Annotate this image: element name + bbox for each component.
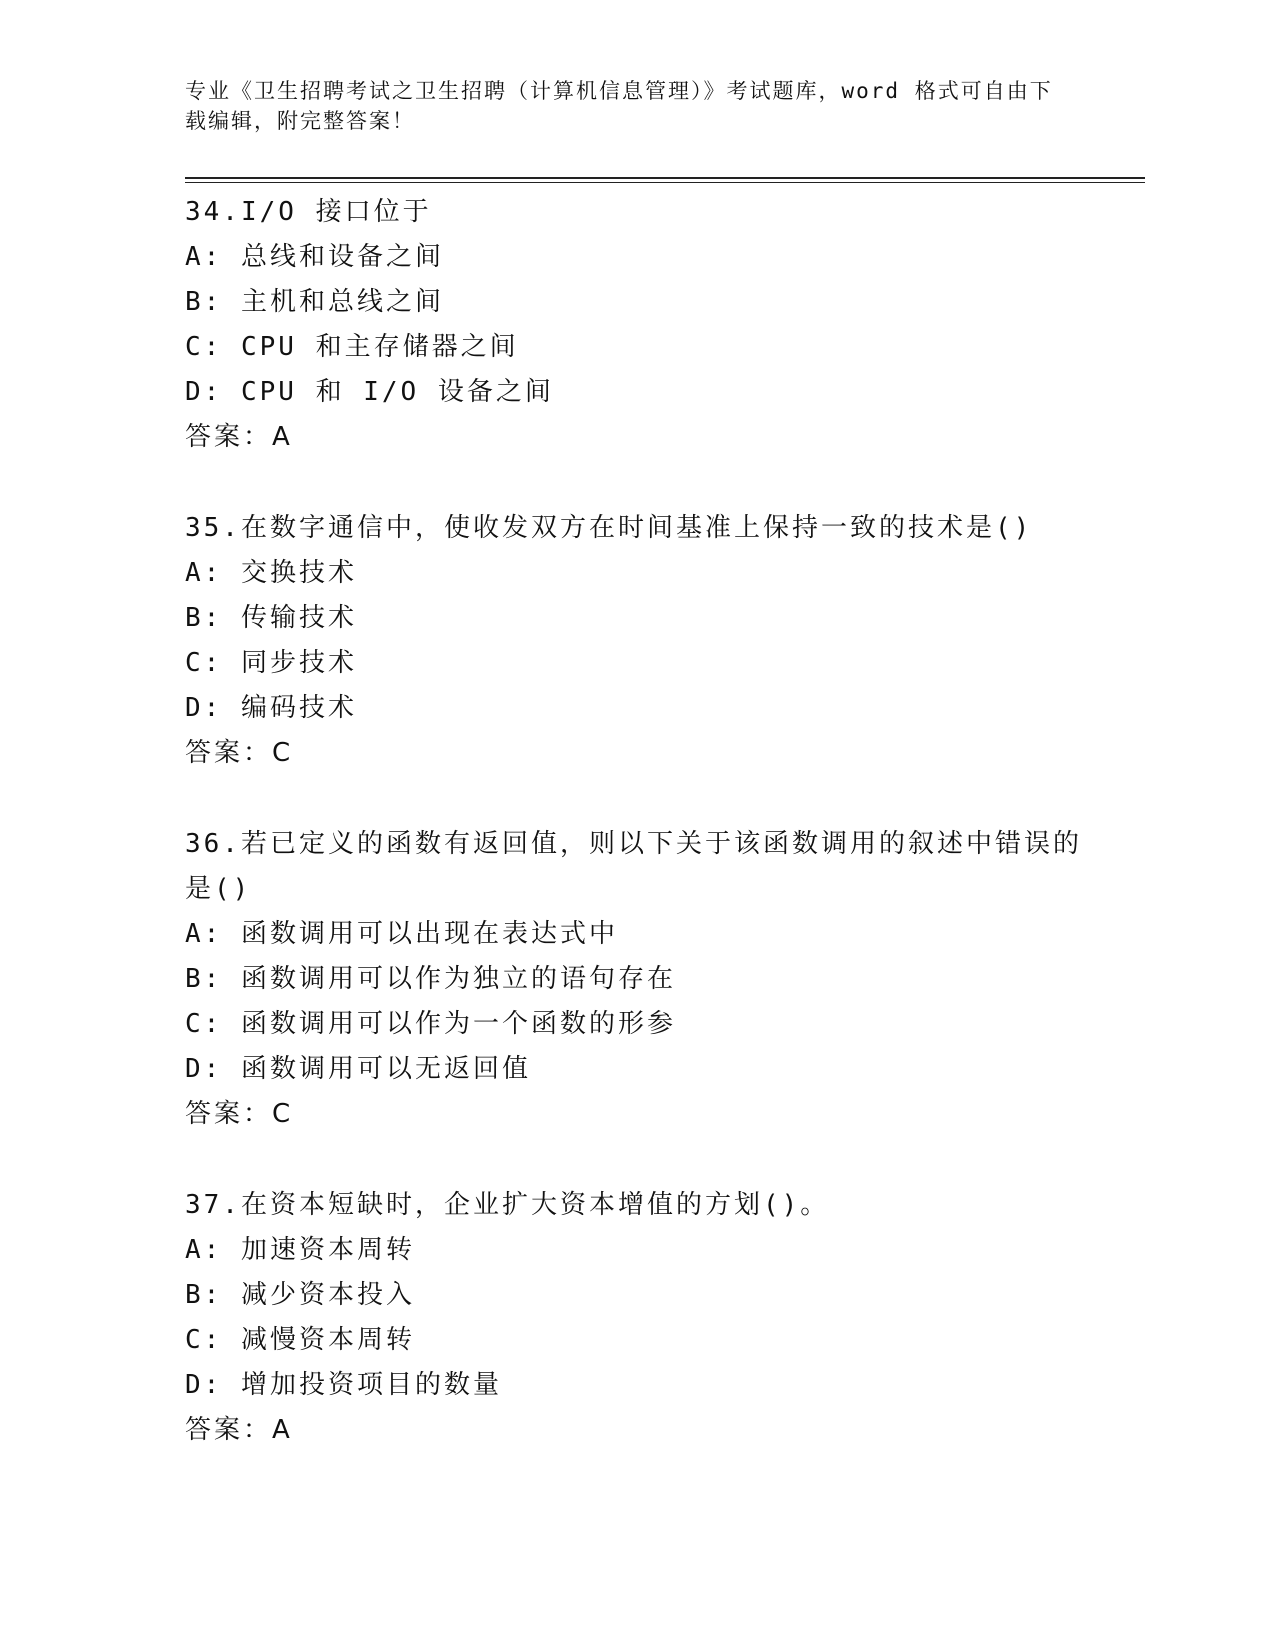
question-list — [185, 190, 1085, 1499]
question-36 — [185, 822, 1085, 1137]
answer-line: 答案：A — [185, 1415, 293, 1445]
option-c: C: 同步技术 — [185, 648, 357, 678]
question-stem: 35.在数字通信中，使收发双方在时间基准上保持一致的技术是() — [185, 513, 1033, 543]
option-d: D: 函数调用可以无返回值 — [185, 1054, 531, 1084]
answer-line: 答案：C — [185, 738, 294, 768]
option-c: C: CPU 和主存储器之间 — [185, 332, 519, 362]
option-b: B: 减少资本投入 — [185, 1280, 415, 1310]
header-rule-thin — [185, 182, 1145, 183]
option-a: A: 函数调用可以出现在表达式中 — [185, 919, 618, 949]
option-b: B: 传输技术 — [185, 603, 357, 633]
question-35 — [185, 506, 1085, 776]
answer-line: 答案：A — [185, 422, 293, 452]
question-37 — [185, 1183, 1085, 1453]
option-b: B: 主机和总线之间 — [185, 287, 444, 317]
question-stem: 37.在资本短缺时，企业扩大资本增值的方划()。 — [185, 1190, 830, 1220]
option-a: A: 加速资本周转 — [185, 1235, 415, 1265]
option-a: A: 总线和设备之间 — [185, 242, 444, 272]
option-d: D: CPU 和 I/O 设备之间 — [185, 377, 554, 407]
option-c: C: 减慢资本周转 — [185, 1325, 415, 1355]
option-c: C: 函数调用可以作为一个函数的形参 — [185, 1009, 676, 1039]
question-34 — [185, 190, 1085, 460]
option-d: D: 编码技术 — [185, 693, 357, 723]
question-stem: 34.I/O 接口位于 — [185, 197, 432, 227]
question-stem: 36.若已定义的函数有返回值，则以下关于该函数调用的叙述中错误的是() — [185, 829, 1082, 904]
header-rule-thick — [185, 177, 1145, 179]
document-header: 专业《卫生招聘考试之卫生招聘（计算机信息管理）》考试题库，word 格式可自由下载编辑，附完整答案！ — [185, 79, 1053, 133]
option-b: B: 函数调用可以作为独立的语句存在 — [185, 964, 676, 994]
answer-line: 答案：C — [185, 1099, 294, 1129]
option-a: A: 交换技术 — [185, 558, 357, 588]
option-d: D: 增加投资项目的数量 — [185, 1370, 502, 1400]
